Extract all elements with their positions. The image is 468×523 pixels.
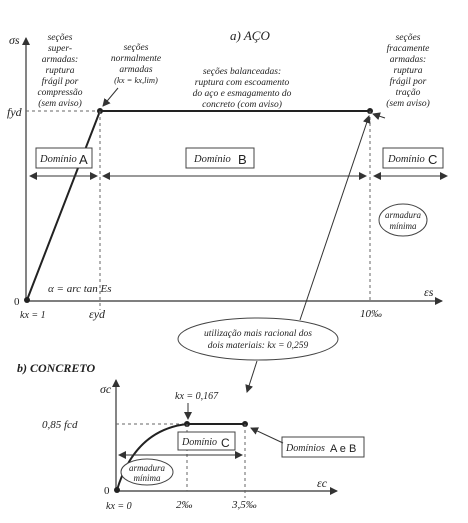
steel-x-axis-label: εs <box>424 285 434 299</box>
fraca-line6: tração <box>395 88 421 98</box>
fraca-line4: ruptura <box>393 66 423 76</box>
domain-b-word: Domínio <box>194 154 231 165</box>
fraca-line3: armadas: <box>389 55 427 65</box>
steel-origin-label: 0 <box>14 296 20 308</box>
callout-line1: utilização mais racional dos <box>204 329 312 339</box>
concrete-title: b) CONCRETO <box>17 361 96 375</box>
domain-c-box <box>383 148 443 168</box>
fcd-label: 0,85 fcd <box>42 419 78 431</box>
domain-b-box <box>186 148 254 168</box>
fraca-line1: seções <box>395 33 421 43</box>
bal-line4: concreto (com aviso) <box>202 100 282 110</box>
armadura-minima-ellipse <box>379 204 427 236</box>
domain-c-word: Domínio <box>388 154 425 165</box>
balanceadas-note <box>193 67 292 110</box>
fyd-label: fyd <box>7 105 22 119</box>
sup-line5: frágil por <box>41 77 79 87</box>
dominios-ab-letters: A e B <box>330 443 357 455</box>
armadura-minima-line2: mínima <box>389 221 417 231</box>
superarmadas-note <box>37 33 82 109</box>
concrete-domain-c-letter: C <box>221 436 230 450</box>
norm-line3: armadas <box>119 65 153 75</box>
steel-title: a) AÇO <box>230 28 270 43</box>
alpha-label: α = arc tan Es <box>48 283 112 295</box>
kx-0-label: kx = 0 <box>106 501 132 512</box>
kx-1-label: kx = 1 <box>20 310 46 321</box>
dominios-ab-pointer <box>251 428 283 443</box>
dominios-ab-word: Domínios <box>286 443 325 454</box>
normalmente-pointer <box>103 88 118 106</box>
domain-a-word: Domínio <box>40 154 77 165</box>
norm-line1: seções <box>123 43 149 53</box>
callout-line2: dois materiais: kx = 0,259 <box>207 341 309 351</box>
concrete-diagram <box>17 361 364 512</box>
concrete-origin-label: 0 <box>104 485 110 497</box>
concrete-origin-point <box>114 487 120 493</box>
concrete-armadura-line1: armadura <box>128 463 166 473</box>
steel-origin-point <box>24 297 30 303</box>
domain-a-box <box>36 148 92 168</box>
normalmente-note <box>111 43 161 85</box>
domain-a-letter: A <box>79 152 88 167</box>
armadura-minima-line1: armadura <box>384 210 422 220</box>
fraca-line2: fracamente <box>386 44 430 54</box>
concrete-domain-c-word: Domínio <box>182 437 217 448</box>
fraca-line5: frágil por <box>389 77 427 87</box>
norm-line4: (kx = kx,lim) <box>114 75 158 85</box>
eyd-label: εyd <box>89 307 106 321</box>
sup-line2: super- <box>47 44 73 54</box>
sup-line7: (sem aviso) <box>38 99 82 109</box>
fraca-line7: (sem aviso) <box>386 99 430 109</box>
concrete-armadura-minima-ellipse <box>121 459 173 485</box>
callout-to-concrete-pointer <box>247 361 257 392</box>
callout-to-steel-pointer <box>300 116 369 320</box>
ten-permille-label: 10‰ <box>360 308 382 320</box>
dominios-ab-box <box>282 437 364 457</box>
fracamente-pointer <box>373 114 385 118</box>
domain-b-letter: B <box>238 152 247 167</box>
concrete-domain-c-box <box>178 432 235 450</box>
callout-ellipse <box>178 318 338 360</box>
bal-line3: do aço e esmagamento do <box>192 89 292 99</box>
domain-c-letter: C <box>428 152 438 167</box>
concrete-y-axis-label: σc <box>100 382 112 396</box>
concrete-x-axis-label: εc <box>317 476 328 490</box>
sup-line4: ruptura <box>45 66 75 76</box>
sup-line6: compressão <box>37 88 83 98</box>
bal-line1: seções balanceadas: <box>202 67 282 77</box>
sup-line1: seções <box>47 33 73 43</box>
fracamente-note <box>386 33 430 109</box>
steel-diagram <box>7 28 447 321</box>
kx-0167-label: kx = 0,167 <box>175 391 219 402</box>
two-permille-label: 2‰ <box>176 499 193 511</box>
norm-line2: normalmente <box>110 54 162 64</box>
sup-line3: armadas: <box>41 55 79 65</box>
steel-y-axis-label: σs <box>9 33 20 47</box>
three5-permille-label: 3,5‰ <box>232 499 257 511</box>
concrete-armadura-line2: mínima <box>133 473 161 483</box>
steel-curve <box>27 111 370 300</box>
bal-line2: ruptura com escoamento <box>194 78 290 88</box>
